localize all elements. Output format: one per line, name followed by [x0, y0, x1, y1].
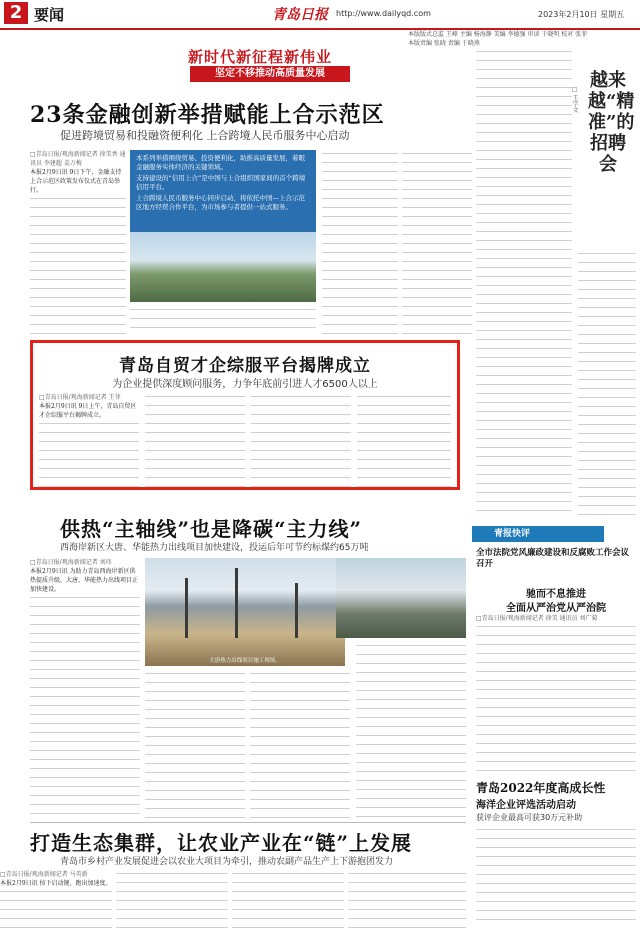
story3-text-col-3 — [232, 870, 344, 928]
kuaixun-item-2-text — [476, 623, 636, 773]
issue-date: 2023年2月10日 星期五 — [538, 10, 625, 19]
banner-title: 新时代新征程新伟业 — [187, 48, 332, 66]
story2-subheadline: 西海岸新区大唐、华能热力出线项目加快建设，投运后年可节约标煤约65万吨 — [60, 543, 369, 553]
story2-lead: 本报2月9日讯 为助力青岛西海岸新区供热提质升级，大唐、华能热力出线项目正加快建设。 — [30, 568, 139, 593]
story1-text-col-1 — [30, 150, 126, 336]
highlight-item: 本系列举措围绕贸易、投资便利化，助推高质量发展，着眼金融服务实体经济的关键领域。 — [136, 154, 305, 171]
story3-subheadline: 青岛市乡村产业发展促进会以农业大项目为牵引，推动农副产品生产上下游抱团发力 — [60, 857, 394, 867]
story2-text-col-2 — [145, 670, 245, 820]
site-url[interactable]: http://www.dailyqd.com — [336, 9, 431, 18]
feature-text-col-3 — [251, 393, 351, 487]
staff-line-2: 本版责编 张晓 责编 于晓燕 — [408, 40, 480, 47]
commentary-body — [476, 48, 572, 518]
story1-body-text — [30, 195, 126, 336]
page-number: 2 — [4, 2, 28, 24]
kuaixun-item-2-byline: □青岛日报/观海新闻记者 徐美 通讯员 刘广菊 — [476, 615, 598, 622]
story3-byline: □青岛日报/观海新闻记者 马英新 — [0, 871, 88, 878]
feature-byline: □青岛日报/观海新闻记者 王菲 — [39, 394, 121, 401]
commentary-author: □ 王学文 — [571, 86, 578, 113]
kuaixun-item-3-title[interactable]: 青岛2022年度高成长性 — [476, 781, 606, 795]
story2-headline[interactable]: 供热“主轴线”也是降碳“主力线” — [60, 517, 363, 541]
kuaixun-item-2-subtitle[interactable]: 全面从严治党从严治院 — [506, 603, 606, 614]
story3-lead: 本报2月9日讯 按下启动键，跑出加速度。 — [0, 880, 112, 887]
feature-text-col-1 — [39, 393, 139, 487]
story1-lead: 本报2月9日讯 9日下午，金融支持上合示范区政策发布仪式在青岛举行。 — [30, 169, 122, 194]
feature-subheadline: 为企业提供深度顾问服务，力争年底前引进人才6500人以上 — [112, 379, 378, 390]
story3-text-col-1 — [0, 870, 112, 928]
feature-text-col-4 — [357, 393, 451, 487]
story1-byline: □青岛日报/观海新闻记者 徐美香 通讯员 李建超 姜万梅 — [30, 151, 126, 167]
story2-text-col-3 — [250, 670, 350, 820]
section-name: 要闻 — [34, 6, 65, 24]
newspaper-logo: 青岛日报 — [272, 7, 328, 23]
story1-headline[interactable]: 23条金融创新举措赋能上合示范区 — [30, 102, 385, 128]
banner-subtitle: 坚定不移推动高质量发展 — [190, 66, 350, 82]
commentary-title[interactable]: 越来越“精准”的招聘会 — [588, 70, 635, 175]
kuaixun-item-1[interactable]: 全市法院党风廉政建设和反腐败工作会议召开 — [476, 548, 630, 569]
story2-photo-caption: 大唐热力出线项目施工现场。 — [209, 658, 281, 664]
feature-text-col-2 — [145, 393, 245, 487]
staff-line-1: 本版版式总监 王峰 主编 杨海静 美编 李德强 审读 于晓明 校对 张菲 — [408, 31, 588, 38]
story1-text-bottom — [130, 306, 316, 336]
story2-text-col-1 — [30, 558, 140, 820]
photo-pole — [235, 568, 238, 638]
story1-text-col-4 — [402, 150, 472, 336]
story3-headline[interactable]: 打造生态集群，让农业产业在“链”上发展 — [30, 831, 413, 855]
story1-highlight-box — [130, 150, 316, 232]
kuaixun-item-2-title[interactable]: 驰而不息推进 — [526, 589, 586, 600]
section-divider — [30, 822, 466, 823]
story2-text-col-4 — [356, 642, 466, 820]
kuaixun-item-3-text — [476, 826, 636, 922]
story3-body-text — [0, 888, 112, 928]
feature-body-text — [39, 420, 139, 487]
feature-headline[interactable]: 青岛自贸才企综服平台揭牌成立 — [119, 356, 371, 376]
staff-credits — [408, 30, 636, 48]
kuaixun-item-3-subtitle: 获评企业最高可获30万元补助 — [476, 813, 583, 822]
highlight-item: 支持建设的“信用上合”是中国与上合组织国家间的首个跨境信用平台。 — [136, 174, 306, 191]
photo-pole — [185, 578, 188, 638]
story2-photo-2 — [336, 558, 466, 638]
kuaixun-item-3-title-2[interactable]: 海洋企业评选活动启动 — [476, 800, 576, 811]
story2-body-text — [30, 594, 140, 820]
story3-text-col-2 — [116, 870, 228, 928]
commentary-body-2 — [578, 250, 636, 518]
story1-text-col-3 — [322, 150, 398, 336]
photo-pole — [295, 583, 298, 638]
highlight-item: 上合跨境人民币服务中心同步启动，将依托中国—上合示范区地方经贸合作平台，为市场参与者提供一站式服务。 — [136, 194, 305, 211]
feature-lead: 本报2月9日讯 9日上午，青岛自贸区才企综服平台揭牌成立。 — [39, 403, 137, 419]
story2-photo — [145, 558, 345, 666]
story2-byline: □青岛日报/观海新闻记者 刘玮 — [30, 559, 112, 566]
story1-subheadline: 促进跨境贸易和投融资便利化 上合跨境人民币服务中心启动 — [60, 129, 350, 142]
kuaixun-label: 青报快评 — [472, 526, 604, 542]
story3-text-col-4 — [348, 870, 466, 928]
story1-photo — [130, 232, 316, 302]
kuaixun-item-2-body — [476, 614, 636, 774]
feature-story-box[interactable] — [30, 340, 460, 490]
